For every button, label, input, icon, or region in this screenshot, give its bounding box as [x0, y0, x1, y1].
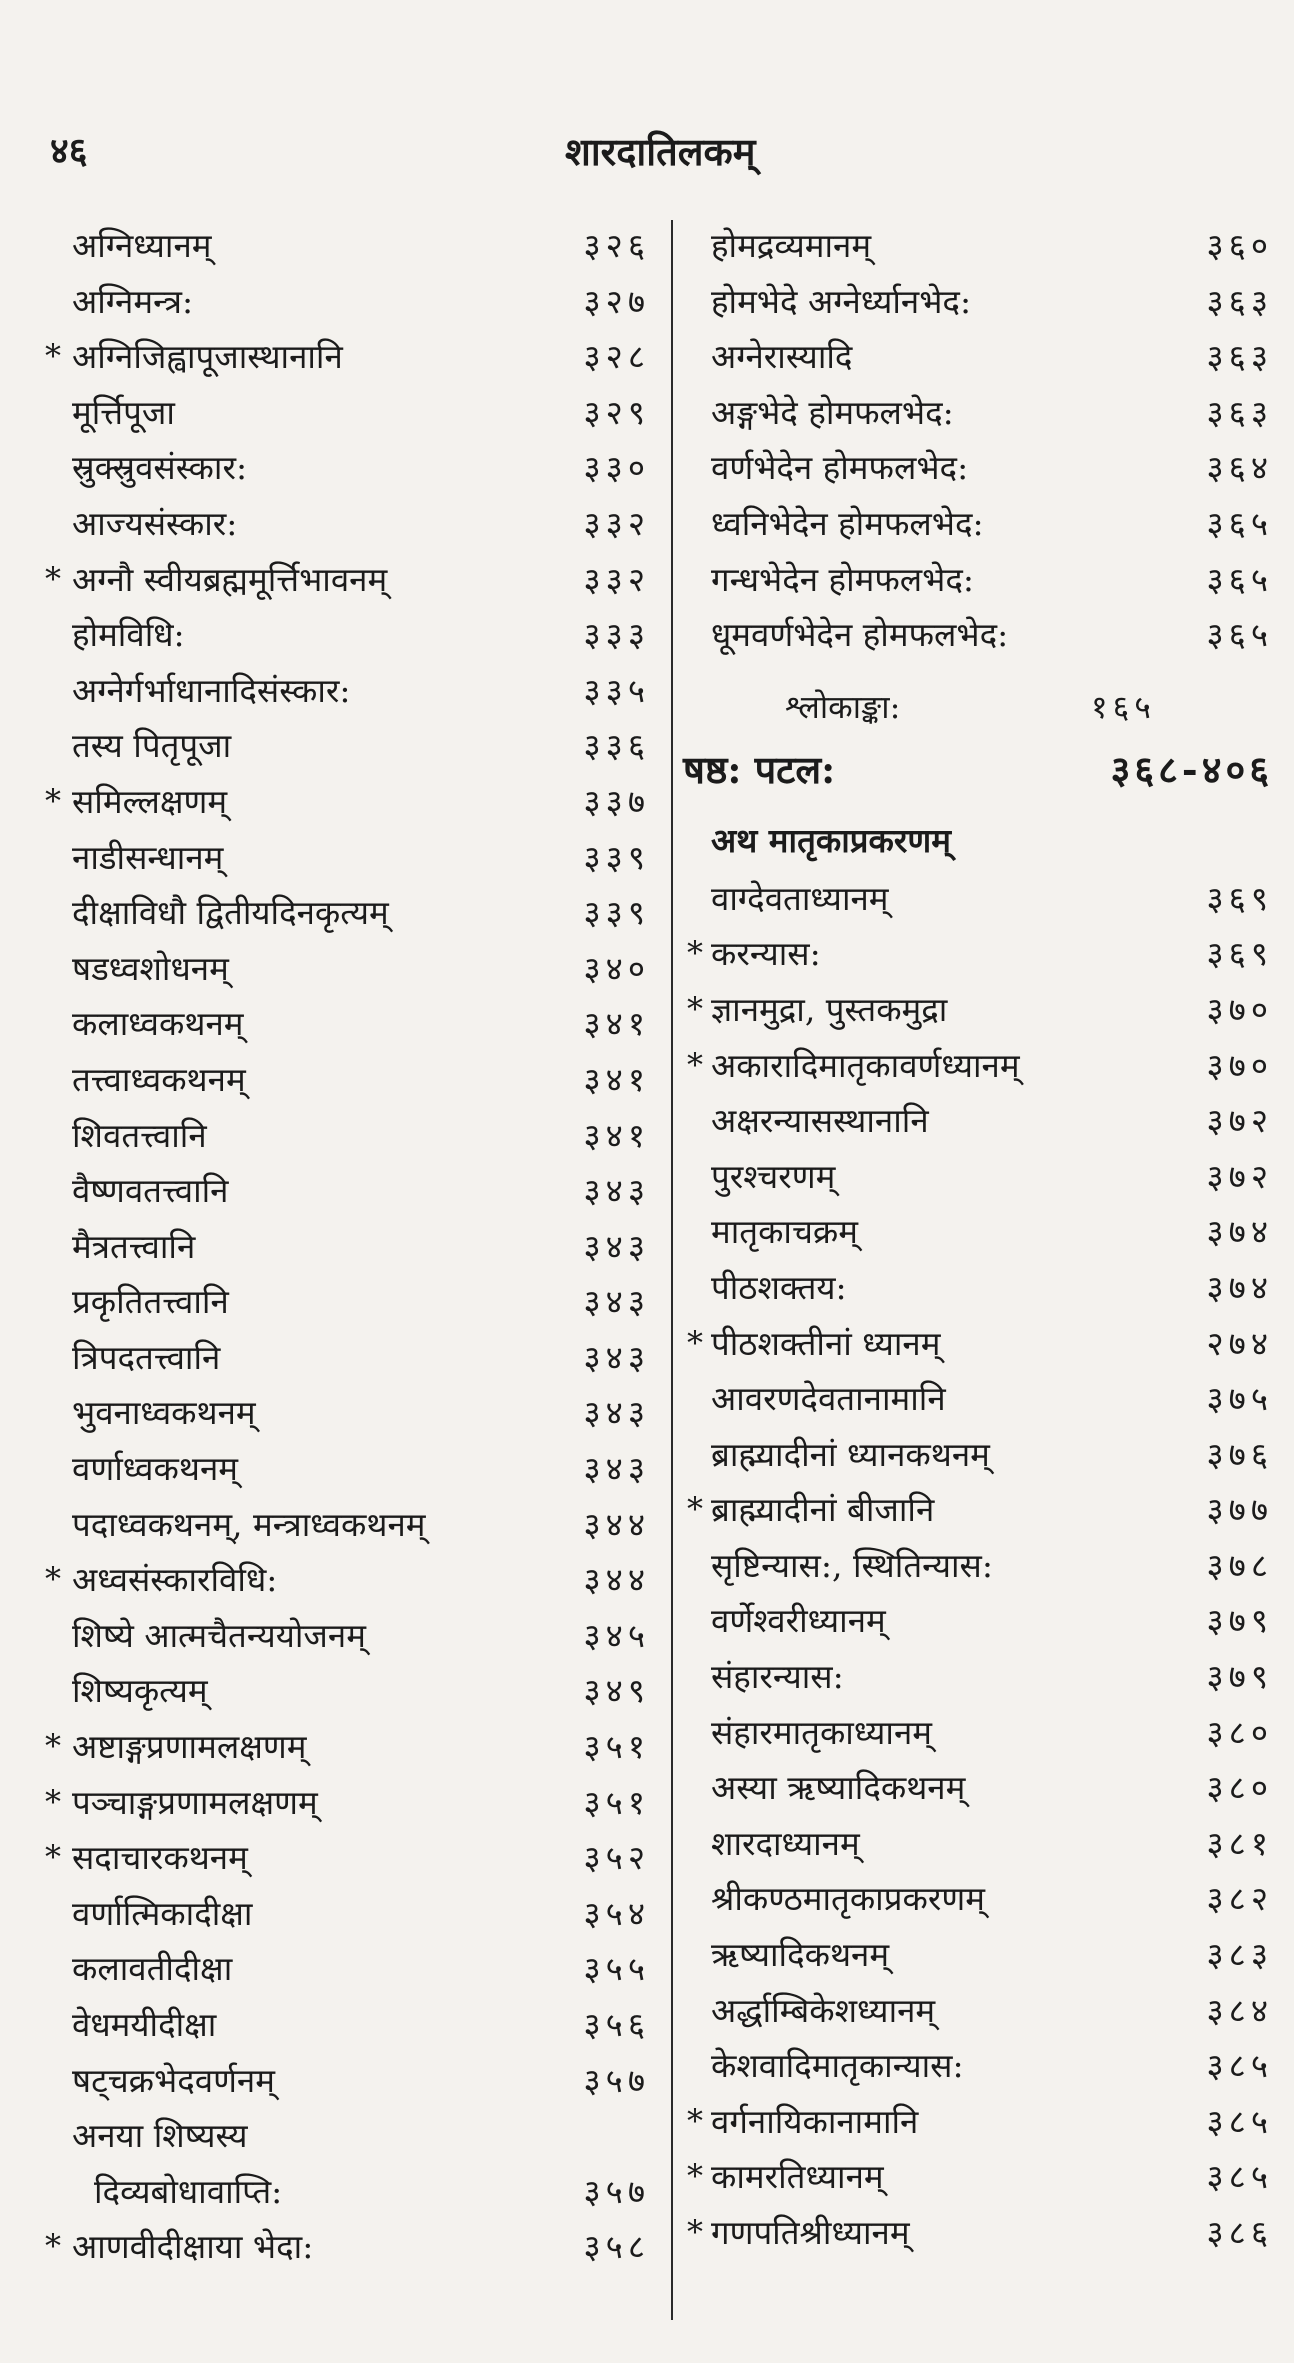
toc-entry [683, 1316, 1273, 1372]
entry-page-number: ३८० [1206, 1768, 1273, 1808]
toc-entry [683, 1927, 1273, 1983]
toc-entry [40, 440, 650, 496]
entry-page-number: ३७० [1206, 1045, 1273, 1085]
toc-entry [40, 1775, 650, 1831]
entry-title: भुवनाध्वकथनम् [72, 1393, 256, 1433]
section-heading-label: अथ मातृकाप्रकरणम् [711, 820, 951, 860]
toc-entry [683, 274, 1273, 330]
toc-entry [40, 718, 650, 774]
toc-entry [40, 496, 650, 552]
entry-page-number: ३४४ [583, 1560, 650, 1600]
entry-title: पीठशक्तय: [711, 1267, 847, 1307]
entry-title: ज्ञानमुद्रा, पुस्तकमुद्रा [711, 989, 948, 1029]
entry-page-number: ३६५ [1206, 615, 1273, 655]
chapter-range: ३६८-४०६ [1110, 746, 1273, 792]
toc-entry [40, 2164, 650, 2220]
entry-page-number: ३३३ [583, 615, 650, 655]
toc-entry [40, 1608, 650, 1664]
star-marker: * [45, 1727, 61, 1766]
toc-entry [683, 1538, 1273, 1594]
entry-title: अस्या ऋष्यादिकथनम् [711, 1768, 966, 1808]
toc-entry [40, 552, 650, 608]
toc-entry [40, 830, 650, 886]
toc-entry [683, 552, 1273, 608]
entry-title: गणपतिश्रीध्यानम् [711, 2213, 910, 2252]
spacer [683, 663, 1273, 677]
entry-page-number: ३६३ [1206, 392, 1273, 432]
entry-page-number: ३४१ [583, 1004, 650, 1044]
entry-page-number: ३७९ [1206, 1601, 1273, 1641]
star-marker: * [687, 1490, 703, 1529]
toc-entry [40, 607, 650, 663]
toc-entry [40, 2053, 650, 2109]
star-marker: * [45, 781, 61, 820]
toc-entry [683, 2094, 1273, 2150]
entry-page-number: ३६३ [1206, 281, 1273, 321]
entry-page-number: ३४३ [583, 1393, 650, 1433]
entry-title: अध्वसंस्कारविधि: [72, 1560, 278, 1600]
entry-title: पञ्चाङ्गप्रणामलक्षणम् [72, 1782, 318, 1822]
entry-page-number: ३६५ [1206, 503, 1273, 543]
toc-entry [683, 1871, 1273, 1927]
toc-entry [683, 982, 1273, 1038]
toc-entry [40, 274, 650, 330]
entry-page-number: ३६९ [1206, 878, 1273, 918]
entry-page-number: ३७८ [1206, 1545, 1273, 1585]
entry-title: दीक्षाविधौ द्वितीयदिनकृत्यम् [72, 893, 389, 933]
entry-title: नाडीसन्धानम् [72, 837, 224, 877]
entry-page-number: ३४९ [583, 1671, 650, 1711]
section-heading [683, 811, 1273, 871]
toc-entry [40, 1997, 650, 2053]
entry-page-number: ३७५ [1206, 1379, 1273, 1419]
entry-page-number: ३३६ [583, 726, 650, 766]
toc-entry [40, 774, 650, 830]
entry-page-number: ३८५ [1206, 2046, 1273, 2086]
entry-page-number: ३६९ [1206, 934, 1273, 974]
right-top-entries [683, 218, 1273, 663]
toc-entry [683, 1427, 1273, 1483]
entry-title: पुरश्चरणम् [711, 1156, 836, 1196]
entry-title: वर्णेश्वरीध्यानम् [711, 1601, 886, 1641]
entry-title: सदाचारकथनम् [72, 1838, 248, 1878]
toc-entry [40, 1663, 650, 1719]
toc-entry [683, 2038, 1273, 2094]
toc-entry [683, 1093, 1273, 1149]
chapter-heading [683, 737, 1273, 803]
entry-title: अक्षरन्यासस्थानानि [711, 1101, 929, 1141]
toc-entry [40, 1219, 650, 1275]
entry-title: कलाध्वकथनम् [72, 1004, 244, 1044]
entry-title: शिष्ये आत्मचैतन्ययोजनम् [72, 1615, 366, 1655]
star-marker: * [45, 559, 61, 598]
verse-count-label: श्लोकाङ्का: [785, 687, 901, 726]
star-marker: * [687, 2157, 703, 2196]
entry-title: अग्नौ स्वीयब्रह्ममूर्त्तिभावनम् [72, 559, 388, 599]
entry-title: अग्नेरास्यादि [711, 337, 853, 377]
entry-title: तस्य पितृपूजा [72, 726, 232, 766]
entry-title: श्रीकण्ठमातृकाप्रकरणम् [711, 1879, 985, 1919]
toc-entry [683, 1204, 1273, 1260]
toc-entry [683, 1816, 1273, 1872]
entry-title: धूमवर्णभेदेन होमफलभेद: [711, 615, 1009, 655]
entry-title: अग्निध्यानम् [72, 226, 212, 265]
toc-entry [40, 1274, 650, 1330]
entry-page-number: ३३९ [583, 837, 650, 877]
entry-page-number: ३४३ [583, 1171, 650, 1211]
star-marker: * [687, 934, 703, 973]
entry-page-number: ३३७ [583, 781, 650, 821]
entry-title: संहारमातृकाध्यानम् [711, 1712, 933, 1752]
entry-page-number: ३७४ [1206, 1267, 1273, 1307]
entry-title: आणवीदीक्षाया भेदा: [72, 2227, 314, 2267]
toc-entry [40, 1163, 650, 1219]
star-marker: * [687, 989, 703, 1028]
entry-page-number: ३२६ [583, 226, 650, 265]
entry-title: तत्त्वाध्वकथनम् [72, 1059, 246, 1099]
toc-entry [683, 1649, 1273, 1705]
entry-title: वर्णभेदेन होमफलभेद: [711, 448, 969, 488]
entry-page-number: ३७२ [1206, 1101, 1273, 1141]
entry-title: आवरणदेवतानामानि [711, 1379, 946, 1419]
entry-title: शिष्यकृत्यम् [72, 1671, 208, 1711]
toc-entry [683, 1260, 1273, 1316]
entry-page-number: ३६३ [1206, 337, 1273, 377]
toc-entry [683, 1705, 1273, 1761]
toc-entry [40, 941, 650, 997]
entry-title: अग्निमन्त्र: [72, 281, 194, 321]
entry-title: षडध्वशोधनम् [72, 948, 229, 988]
entry-page-number: ३४४ [583, 1504, 650, 1544]
entry-page-number: ३७६ [1206, 1434, 1273, 1474]
entry-page-number: ३४३ [583, 1337, 650, 1377]
entry-title: मैत्रतत्त्वानि [72, 1226, 196, 1266]
toc-entry [40, 1552, 650, 1608]
star-marker: * [45, 337, 61, 376]
entry-page-number: ३५५ [583, 1949, 650, 1989]
star-marker: * [687, 1323, 703, 1362]
entry-title: षट्चक्रभेदवर्णनम् [72, 2060, 275, 2100]
entry-title: पीठशक्तीनां ध्यानम् [711, 1323, 941, 1363]
toc-entry [683, 607, 1273, 663]
entry-page-number: ३८१ [1206, 1823, 1273, 1863]
toc-entry [683, 385, 1273, 441]
entry-page-number: ३५८ [583, 2227, 650, 2267]
toc-entry [40, 663, 650, 719]
entry-page-number: ३४३ [583, 1226, 650, 1266]
star-marker: * [687, 2213, 703, 2251]
entry-title: वाग्देवताध्यानम् [711, 878, 889, 918]
entry-page-number: ३२९ [583, 392, 650, 432]
entry-page-number: ३६५ [1206, 559, 1273, 599]
entry-page-number: ३५१ [583, 1782, 650, 1822]
entry-title: करन्यास: [711, 934, 821, 974]
entry-title: संहारन्यास: [711, 1657, 844, 1697]
entry-title: कामरतिध्यानम् [711, 2157, 884, 2197]
toc-entry [40, 885, 650, 941]
entry-page-number: ३५६ [583, 2005, 650, 2044]
entry-title: पदाध्वकथनम्, मन्त्राध्वकथनम् [72, 1504, 426, 1544]
toc-entry [40, 1052, 650, 1108]
entry-page-number: ३४५ [583, 1615, 650, 1655]
entry-title: दिव्यबोधावाप्ति: [94, 2171, 283, 2211]
toc-entry [40, 1830, 650, 1886]
entry-page-number: ३८४ [1206, 1990, 1273, 2030]
star-marker: * [687, 2101, 703, 2140]
page-title: शारदातिलकम् [565, 129, 756, 174]
toc-entry [683, 871, 1273, 927]
entry-page-number: ३३९ [583, 893, 650, 933]
right-bottom-entries [683, 871, 1273, 2261]
toc-entry [40, 329, 650, 385]
entry-title: ऋष्यादिकथनम् [711, 1935, 890, 1975]
star-marker: * [45, 2227, 61, 2266]
toc-entry [683, 1983, 1273, 2039]
toc-entry [40, 1385, 650, 1441]
toc-entry [683, 1593, 1273, 1649]
page-number: ४६ [50, 130, 88, 172]
entry-title: स्रुक्स्रुवसंस्कार: [72, 448, 248, 488]
entry-page-number: ३५७ [583, 2171, 650, 2211]
star-marker: * [45, 1838, 61, 1877]
entry-title: ध्वनिभेदेन होमफलभेद: [711, 503, 984, 543]
toc-entry [40, 996, 650, 1052]
entry-page-number: ३६० [1206, 226, 1273, 265]
entry-page-number: ३८५ [1206, 2157, 1273, 2197]
toc-entry [40, 1497, 650, 1553]
entry-page-number: ३७० [1206, 989, 1273, 1029]
entry-title: अग्निजिह्वापूजास्थानानि [72, 337, 343, 377]
entry-title: मूर्त्तिपूजा [72, 392, 175, 432]
entry-title: कलावतीदीक्षा [72, 1949, 233, 1989]
toc-entry [683, 1371, 1273, 1427]
toc-entry [683, 496, 1273, 552]
toc-entry [683, 1760, 1273, 1816]
toc-entry [40, 1941, 650, 1997]
entry-title: प्रकृतितत्त्वानि [72, 1282, 229, 1322]
toc-entry [683, 926, 1273, 982]
entry-page-number: ३५७ [583, 2060, 650, 2100]
toc-entry [40, 1886, 650, 1942]
entry-title: सृष्टिन्यास:, स्थितिन्यास: [711, 1545, 993, 1585]
entry-page-number: ३३२ [583, 503, 650, 543]
toc-entry [40, 1441, 650, 1497]
entry-page-number: ३४० [583, 948, 650, 988]
entry-title: शारदाध्यानम् [711, 1823, 860, 1863]
entry-page-number: ३३० [583, 448, 650, 488]
entry-page-number: २७४ [1206, 1323, 1273, 1363]
entry-title: वेधमयीदीक्षा [72, 2005, 217, 2044]
entry-page-number: ३२८ [583, 337, 650, 377]
star-marker: * [45, 1560, 61, 1599]
entry-page-number: ३४१ [583, 1059, 650, 1099]
entry-title: शिवतत्त्वानि [72, 1115, 207, 1155]
entry-title: ब्राह्म्यादीनां ध्यानकथनम् [711, 1434, 990, 1474]
verse-count-value: १६५ [1091, 687, 1156, 726]
entry-page-number: ३५१ [583, 1727, 650, 1767]
entry-page-number: ३३५ [583, 670, 650, 710]
verse-count [683, 677, 1273, 737]
entry-page-number: ३८२ [1206, 1879, 1273, 1919]
entry-title: आज्यसंस्कार: [72, 503, 238, 543]
toc-entry [40, 2108, 650, 2164]
toc-entry [40, 385, 650, 441]
entry-page-number: ३७२ [1206, 1156, 1273, 1196]
entry-title: केशवादिमातृकान्यास: [711, 2046, 964, 2086]
entry-title: वर्गनायिकानामानि [711, 2101, 919, 2141]
entry-page-number: ३७९ [1206, 1657, 1273, 1697]
entry-page-number: ३८० [1206, 1712, 1273, 1752]
entry-title: होमविधि: [72, 615, 185, 655]
entry-title: समिल्लक्षणम् [72, 781, 228, 821]
entry-page-number: ३२७ [583, 281, 650, 321]
toc-entry [683, 218, 1273, 274]
toc-entry [683, 440, 1273, 496]
toc-entry [683, 2205, 1273, 2261]
entry-title: मातृकाचक्रम् [711, 1212, 859, 1252]
star-marker: * [687, 1045, 703, 1084]
entry-title: अग्नेर्गर्भाधानादिसंस्कार: [72, 670, 351, 710]
toc-entry [683, 1038, 1273, 1094]
entry-title: होमभेदे अग्नेर्ध्यानभेद: [711, 281, 972, 321]
entry-title: वर्णात्मिकादीक्षा [72, 1893, 253, 1933]
toc-entry [40, 1719, 650, 1775]
column-divider [671, 220, 673, 2320]
entry-page-number: ३७४ [1206, 1212, 1273, 1252]
entry-title: वैष्णवतत्त्वानि [72, 1171, 229, 1211]
entry-page-number: ३६४ [1206, 448, 1273, 488]
toc-entry [683, 329, 1273, 385]
entry-title: अष्टाङ्गप्रणामलक्षणम् [72, 1727, 307, 1767]
entry-page-number: ३४३ [583, 1449, 650, 1489]
entry-title: अकारादिमातृकावर्णध्यानम् [711, 1045, 1020, 1085]
toc-entry [683, 1482, 1273, 1538]
entry-title: वर्णाध्वकथनम् [72, 1449, 238, 1489]
chapter-label: षष्ठ: पटल: [683, 746, 836, 792]
entry-title: अङ्गभेदे होमफलभेद: [711, 392, 954, 432]
toc-entry [40, 218, 650, 274]
right-column [683, 218, 1273, 2261]
entry-page-number: ३८३ [1206, 1935, 1273, 1975]
entry-title: ब्राह्म्यादीनां बीजानि [711, 1490, 935, 1530]
entry-page-number: ३८५ [1206, 2101, 1273, 2141]
entry-page-number: ३३२ [583, 559, 650, 599]
entry-page-number: ३८६ [1206, 2213, 1273, 2252]
toc-entry [40, 1108, 650, 1164]
entry-title: त्रिपदतत्त्वानि [72, 1337, 221, 1377]
entry-title: गन्धभेदेन होमफलभेद: [711, 559, 975, 599]
entry-title: अर्द्धाम्बिकेशध्यानम् [711, 1990, 936, 2030]
star-marker: * [45, 1782, 61, 1821]
toc-entry [683, 1149, 1273, 1205]
toc-entry [683, 2149, 1273, 2205]
entry-page-number: ३४१ [583, 1115, 650, 1155]
toc-entry [40, 1330, 650, 1386]
entry-page-number: ३७७ [1206, 1490, 1273, 1530]
entry-page-number: ३५४ [583, 1893, 650, 1933]
toc-entry [40, 2219, 650, 2275]
entry-title: अनया शिष्यस्य [72, 2116, 248, 2156]
left-column [40, 218, 650, 2275]
entry-title: होमद्रव्यमानम् [711, 226, 872, 265]
entry-page-number: ३५२ [583, 1838, 650, 1878]
entry-page-number: ३४३ [583, 1282, 650, 1322]
